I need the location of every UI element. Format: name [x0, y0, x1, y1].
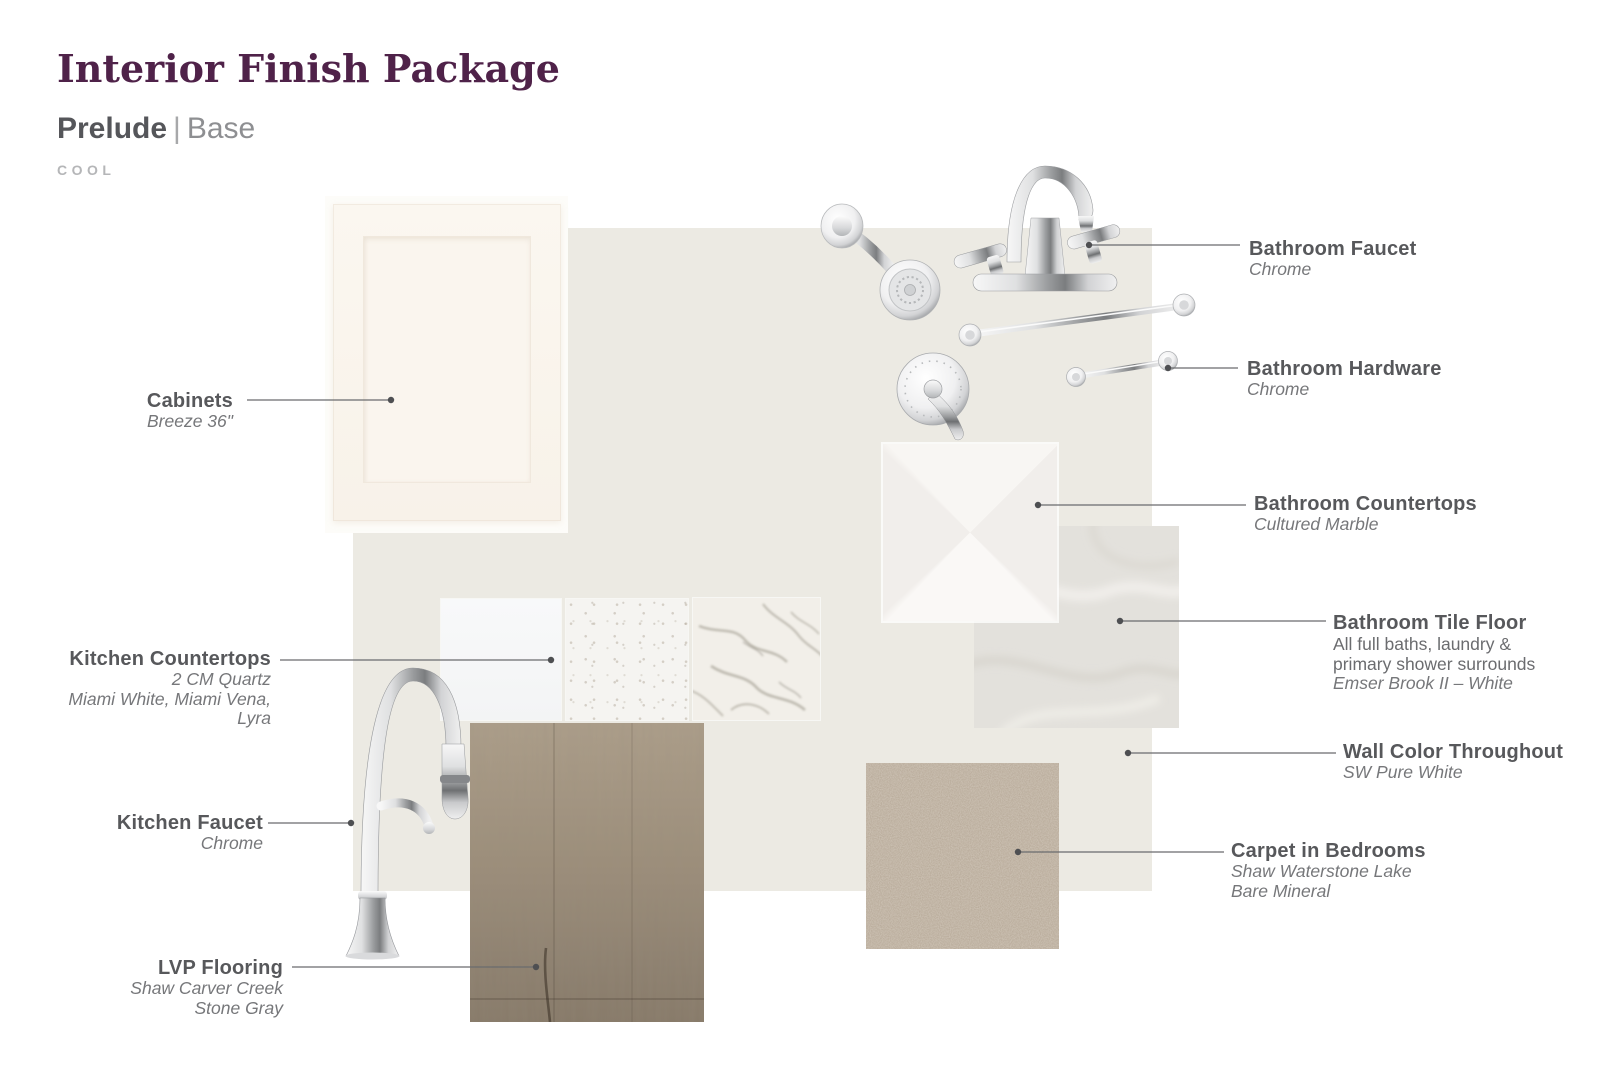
label-spec: 2 CM Quartz	[171, 669, 271, 689]
leader-kitchen-faucet	[268, 820, 354, 826]
label-title: Bathroom Countertops	[1254, 493, 1477, 515]
cultured-marble-countertop-sample	[883, 444, 1057, 621]
label-spec: Cultured Marble	[1254, 514, 1379, 534]
carpet-texture	[866, 763, 1059, 949]
label-spec: Chrome	[1247, 379, 1310, 399]
label-spec: Lyra	[237, 708, 271, 728]
label-spec: Stone Gray	[194, 997, 283, 1018]
quartz-lyra-veining	[693, 598, 820, 720]
cabinet-door-sample	[325, 196, 568, 533]
label-title: Kitchen Countertops	[69, 648, 271, 670]
quartz-sample-miami-vena	[566, 599, 688, 720]
label-spec: SW Pure White	[1343, 762, 1463, 782]
package-tier: Base	[186, 112, 256, 145]
cabinet-door-panel	[363, 236, 531, 483]
label-kitchen-countertops	[68, 649, 271, 729]
label-title: Wall Color Throughout	[1343, 741, 1564, 763]
carpet-sample	[866, 763, 1059, 949]
subtitle-divider: |	[173, 112, 181, 145]
label-title: Bathroom Tile Floor	[1333, 612, 1527, 634]
label-title: Cabinets	[146, 390, 233, 412]
page-title: Interior Finish Package	[57, 46, 560, 91]
cabinet-door-frame	[333, 204, 561, 521]
label-spec: Emser Brook II – White	[1333, 673, 1513, 693]
label-note: primary shower surrounds	[1333, 654, 1536, 674]
label-bathroom-tile-floor	[1333, 613, 1535, 694]
label-lvp-flooring	[130, 958, 283, 1018]
label-spec: Shaw Waterstone Lake	[1231, 861, 1412, 881]
lvp-flooring-sample	[470, 723, 704, 1022]
label-spec: Chrome	[1249, 259, 1312, 279]
label-bathroom-countertops	[1254, 494, 1477, 535]
label-title: Bathroom Hardware	[1247, 358, 1442, 380]
palette-tag: COOL	[57, 162, 116, 178]
label-cabinets	[147, 391, 233, 432]
label-bathroom-faucet	[1249, 239, 1416, 280]
label-spec: Miami White, Miami Vena,	[68, 688, 271, 709]
package-name: Prelude	[57, 112, 168, 145]
label-spec: Bare Mineral	[1231, 880, 1331, 901]
label-spec: Breeze 36"	[147, 411, 233, 431]
label-wall-color	[1343, 742, 1563, 783]
label-title: Kitchen Faucet	[116, 812, 263, 834]
leader-bathroom-hardware	[1165, 365, 1238, 371]
package-subtitle	[57, 112, 255, 146]
quartz-sample-lyra	[693, 598, 820, 720]
label-title: Bathroom Faucet	[1249, 238, 1417, 260]
label-spec: Chrome	[200, 833, 263, 853]
label-note: All full baths, laundry &	[1333, 634, 1512, 654]
label-carpet	[1231, 841, 1426, 901]
label-spec: Shaw Carver Creek	[130, 978, 283, 998]
label-kitchen-faucet	[117, 813, 263, 854]
label-title: Carpet in Bedrooms	[1231, 840, 1426, 862]
label-title: LVP Flooring	[158, 957, 283, 979]
label-bathroom-hardware	[1247, 359, 1442, 400]
quartz-sample-miami-white	[441, 599, 561, 720]
lvp-wood-texture	[470, 723, 704, 1022]
leader-wall-color	[1125, 750, 1336, 756]
